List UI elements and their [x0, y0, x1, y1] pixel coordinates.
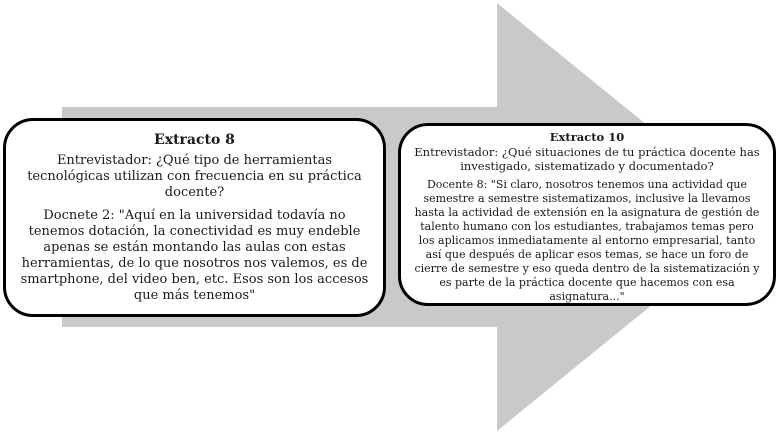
extract-8-question: Entrevistador: ¿Qué tipo de herramientas tecnológicas utilizan con frecuencia en su práctica docente?: [27, 153, 362, 200]
extract-10-question: Entrevistador: ¿Qué situaciones de tu práctica docente has investigado, sistematizado y documentado?: [414, 145, 760, 173]
extract-8-box: [3, 118, 386, 317]
extract-10-box: [398, 123, 776, 306]
extract-10-answer: Docente 8: "Si claro, nosotros tenemos una actividad que semestre a semestre sistematizamos, inclusive la llevamos hasta la actividad de extensión en la asignatura de gestión de talento humano con los estudiantes, trabajamos temas pero los aplicamos inmediatamente al entorno empresarial, tanto así que después de aplicar esos temas, se hace un foro de cierre de semestre y eso queda dentro de la sistematización y es parte de la práctica docente que hacemos con esa asignatura...": [414, 178, 760, 303]
extract-8-answer: Docnete 2: "Aquí en la universidad todavía no tenemos dotación, la conectividad es muy endeble apenas se están montando las aulas con estas herramientas, de lo que nosotros nos valemos, es de smartphone, del video ben, etc. Esos son los accesos que más tenemos": [20, 208, 369, 303]
extract-10-title: Extracto 10: [549, 130, 625, 144]
extract-8-title: Extracto 8: [154, 132, 235, 148]
